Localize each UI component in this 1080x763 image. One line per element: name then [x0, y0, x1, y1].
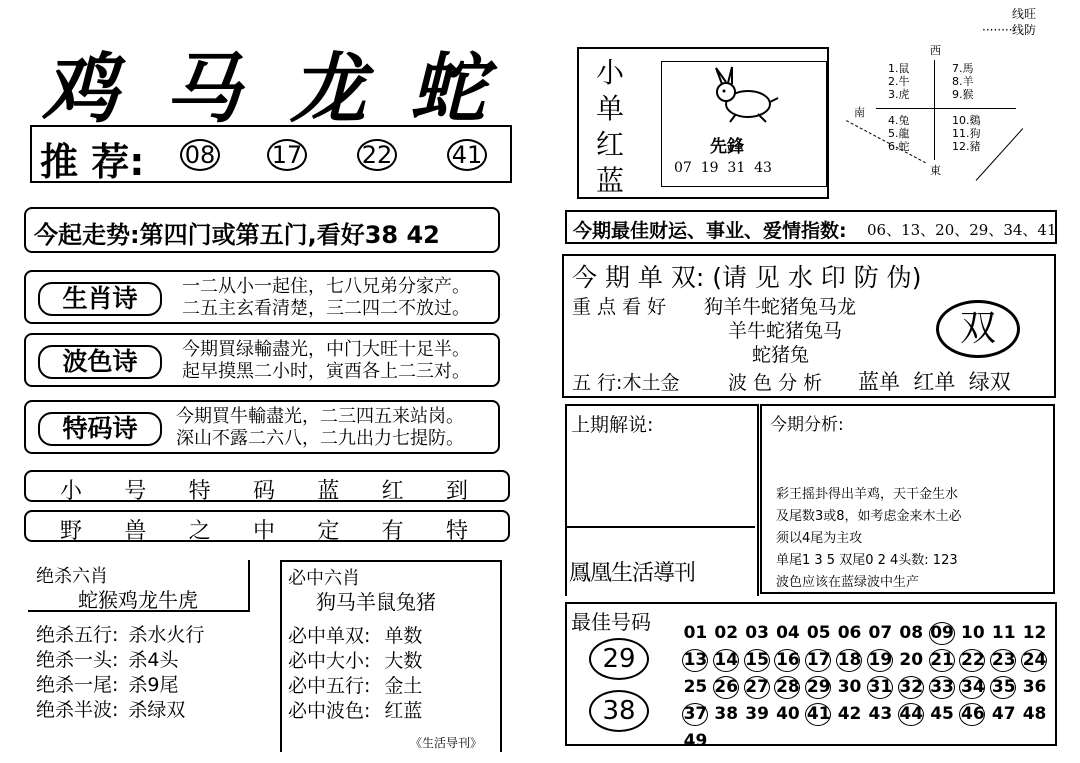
riddle-char: 野 — [60, 519, 83, 544]
kill-list — [36, 623, 204, 723]
number-cell: 47 — [991, 704, 1016, 724]
riddle-char: 定 — [317, 519, 340, 544]
number-cell: 01 — [683, 623, 708, 643]
must-item: 必中单双: 单数 — [288, 625, 423, 647]
number-cell: 22 — [957, 647, 988, 674]
poem-line: 一二从小一起住，七八兄弟分家产。 — [182, 276, 470, 297]
must-six-value: 狗马羊鼠兔猪 — [316, 590, 436, 614]
number-cell: 27 — [742, 674, 773, 701]
number-cell: 48 — [1022, 704, 1047, 724]
legend-guard: 线防 — [1012, 23, 1037, 37]
number-cell: 31 — [865, 674, 896, 701]
rabbit-panel — [661, 61, 827, 187]
number-cell: 35 — [988, 674, 1019, 701]
number-cell: 21 — [927, 647, 958, 674]
zodiac-poem-box — [24, 270, 500, 324]
best-pick: 29 — [589, 638, 649, 680]
number-cell: 14 — [711, 647, 742, 674]
vertical-text: 小 单 红 蓝 — [595, 56, 624, 197]
number-cell: 45 — [930, 704, 954, 724]
brand-name: 鳳凰生活導刊 — [569, 561, 696, 586]
recommend-box — [30, 125, 512, 183]
number-cell: 29 — [803, 674, 834, 701]
kill-six-box — [28, 560, 250, 612]
must-item: 必中五行: 金土 — [288, 675, 423, 697]
number-cell: 06 — [837, 623, 862, 643]
analysis-box — [760, 404, 1055, 594]
number-cell: 30 — [837, 677, 862, 697]
trend-box — [24, 207, 500, 253]
must-item: 必中大小: 大数 — [288, 650, 423, 672]
number-row — [680, 701, 1050, 728]
poem-line: 今期買绿輸盡光，中门大旺十足半。 — [182, 339, 470, 360]
number-cell: 07 — [868, 623, 893, 643]
recommend-number: 17 — [267, 139, 307, 171]
analysis-title: 今期分析: — [770, 415, 844, 435]
poem-label: 波色诗 — [38, 345, 162, 379]
poem-line: 二五主玄看清楚，三二四二不放过。 — [182, 298, 470, 319]
focus-label: 重 点 看 好 — [572, 296, 667, 318]
number-row — [680, 620, 1050, 647]
recommend-label: 推 荐: — [40, 140, 145, 184]
title-char-1: 鸡 — [42, 44, 118, 133]
best-label: 最佳号码 — [571, 610, 651, 634]
recommend-number: 22 — [357, 139, 397, 171]
kill-item: 绝杀五行: 杀水火行 — [36, 624, 205, 646]
kill-item: 绝杀一尾: 杀9尾 — [36, 674, 179, 696]
five-element: 五 行:木土金 — [572, 372, 680, 394]
number-cell: 10 — [961, 623, 985, 643]
riddle-char: 红 — [381, 479, 404, 504]
number-cell: 09 — [927, 620, 958, 647]
number-cell: 26 — [711, 674, 742, 701]
zodiac-left-bottom: 4.兔 5.龍 6.蛇 — [888, 114, 910, 153]
must-six-box — [280, 560, 502, 612]
number-cell: 08 — [899, 623, 924, 643]
riddle-char: 兽 — [124, 519, 147, 544]
direction-west: 西 — [930, 44, 941, 57]
number-cell: 33 — [927, 674, 958, 701]
legend-guard-dots: ········· — [982, 23, 1017, 37]
number-cell: 32 — [896, 674, 927, 701]
riddle-char: 特 — [445, 519, 468, 544]
pioneer-label: 先鋒 — [710, 137, 744, 157]
must-list-box — [280, 612, 502, 752]
number-cell: 39 — [745, 704, 769, 724]
number-row — [680, 674, 1050, 701]
kill-six-title: 绝杀六肖 — [36, 566, 108, 587]
riddle-char: 号 — [124, 479, 147, 504]
title-char-3: 龙 — [290, 44, 366, 133]
number-cell: 42 — [837, 704, 862, 724]
riddle-char: 之 — [188, 519, 211, 544]
poem-line: 深山不露二六八，二九出力七提防。 — [176, 428, 464, 449]
badge-double: 双 — [936, 300, 1020, 358]
trend-text: 今起走势:第四门或第五门,看好38 42 — [34, 221, 440, 249]
last-review-box — [565, 404, 759, 596]
fortune-label: 今期最佳财运、事业、爱情指数: — [573, 220, 847, 242]
recommend-number: 08 — [180, 139, 220, 171]
number-cell: 20 — [899, 650, 924, 670]
number-cell: 16 — [772, 647, 803, 674]
wave-poem-box — [24, 333, 500, 387]
poem-line: 起早摸黑二小时，寅酉各上二三对。 — [182, 361, 470, 382]
direction-east: 東 — [930, 164, 941, 177]
number-cell: 02 — [714, 623, 739, 643]
pioneer-numbers: 07 19 31 43 — [674, 160, 772, 176]
must-list — [288, 624, 422, 724]
riddle-row-1 — [24, 470, 510, 502]
special-poem-box — [24, 400, 500, 454]
poem-line: 今期買牛輸盡光，二三四五来站岗。 — [176, 406, 464, 427]
number-row — [680, 728, 1050, 755]
single-double-box — [562, 254, 1056, 398]
zodiac-diagram — [846, 40, 1046, 200]
must-item: 必中波色: 红蓝 — [288, 700, 423, 722]
rabbit-icon — [706, 66, 786, 126]
riddle-row-2 — [24, 510, 510, 542]
riddle-char: 小 — [60, 479, 83, 504]
number-cell: 46 — [957, 701, 988, 728]
single-double-head: 今 期 单 双: (请 见 水 印 防 伪) — [572, 263, 922, 292]
number-cell: 49 — [683, 731, 708, 751]
riddle-char: 到 — [445, 479, 468, 504]
legend-prosper: 线旺 — [1012, 7, 1037, 21]
direction-south: 南 — [854, 106, 865, 119]
number-cell: 03 — [745, 623, 769, 643]
poem-label: 生肖诗 — [38, 282, 162, 316]
number-cell: 34 — [957, 674, 988, 701]
riddle-char: 有 — [381, 519, 404, 544]
fortune-box — [565, 210, 1057, 244]
number-cell: 41 — [803, 701, 834, 728]
number-grid — [680, 620, 1050, 755]
number-cell: 04 — [776, 623, 800, 643]
kill-six-value: 蛇猴鸡龙牛虎 — [78, 588, 198, 612]
number-cell: 15 — [742, 647, 773, 674]
number-cell: 05 — [806, 623, 831, 643]
pioneer-box — [577, 47, 829, 199]
best-pick: 38 — [589, 690, 649, 732]
number-cell: 12 — [1022, 623, 1047, 643]
riddle-char: 特 — [188, 479, 211, 504]
number-cell: 28 — [772, 674, 803, 701]
number-cell: 40 — [776, 704, 800, 724]
number-cell: 24 — [1019, 647, 1050, 674]
number-cell: 25 — [683, 677, 708, 697]
focus-line-1: 狗羊牛蛇猪兔马龙 — [704, 296, 857, 318]
number-cell: 44 — [896, 701, 927, 728]
kill-item: 绝杀半波: 杀绿双 — [36, 699, 186, 721]
zodiac-left-top: 1.鼠 2.牛 3.虎 — [888, 62, 910, 101]
focus-line-2: 羊牛蛇猪兔马 — [728, 320, 843, 342]
recommend-number: 41 — [447, 139, 487, 171]
number-cell: 37 — [680, 701, 711, 728]
number-cell: 17 — [803, 647, 834, 674]
zodiac-right-top: 7.馬 8.羊 9.猴 — [952, 62, 974, 101]
riddle-char: 中 — [252, 519, 275, 544]
number-row — [680, 647, 1050, 674]
wave-label: 波 色 分 析 — [728, 372, 823, 394]
number-cell: 11 — [991, 623, 1016, 643]
zodiac-right-bottom: 10.鷄 11.狗 12.豬 — [952, 114, 981, 153]
number-cell: 13 — [680, 647, 711, 674]
analysis-text: 彩王摇卦得出羊鸡，天干金生水 及尾数3或8，如考虑金来木土必 须以4尾为主攻 单尾1 3 5 双尾0 2 4头数: 123 波色应该在蓝绿波中生产 — [776, 487, 962, 590]
last-review-label: 上期解说: — [571, 414, 654, 436]
number-cell: 19 — [865, 647, 896, 674]
footer-tag: 《生活导刊》 — [410, 736, 483, 750]
title-char-4: 蛇 — [410, 44, 486, 133]
focus-line-3: 蛇猪兔 — [752, 344, 810, 366]
title-char-2: 马 — [165, 44, 241, 133]
number-cell: 36 — [1022, 677, 1047, 697]
fortune-numbers: 06、13、20、29、34、41 — [867, 221, 1057, 239]
kill-item: 绝杀一头: 杀4头 — [36, 649, 179, 671]
riddle-char: 蓝 — [317, 479, 340, 504]
number-cell: 23 — [988, 647, 1019, 674]
must-six-title: 必中六肖 — [288, 568, 360, 589]
poem-label: 特码诗 — [38, 412, 162, 446]
number-cell: 18 — [834, 647, 865, 674]
riddle-char: 码 — [252, 479, 275, 504]
number-cell: 38 — [714, 704, 739, 724]
number-cell: 43 — [868, 704, 893, 724]
wave-values: 蓝单 红单 绿双 — [858, 370, 1011, 394]
